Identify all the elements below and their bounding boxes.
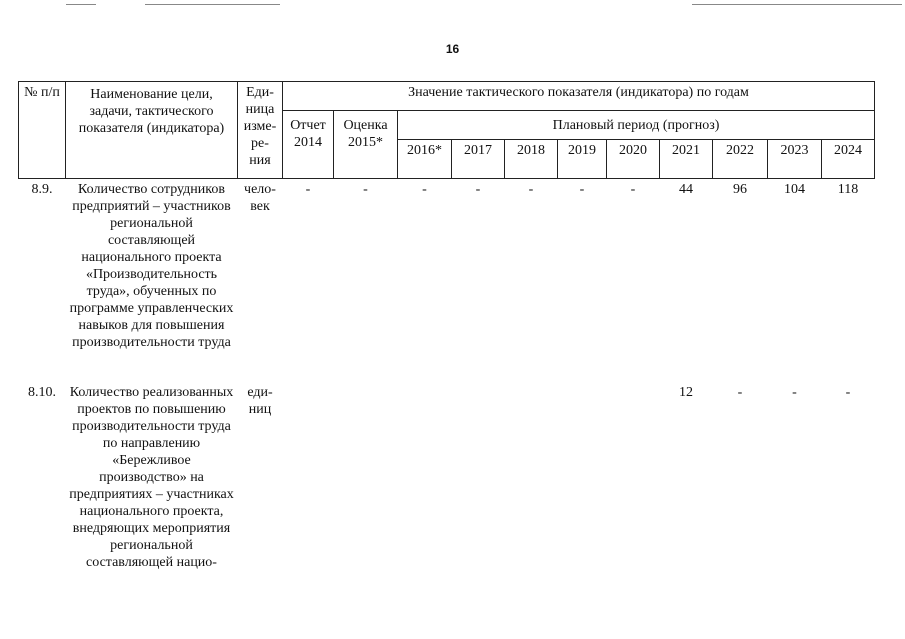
row-estimate: - [363,182,368,197]
row-number: 8.10. [28,385,56,400]
row-report [283,375,334,571]
row-unit-line: ниц [248,402,272,417]
header-row-1 [19,82,875,111]
row-value [398,375,452,571]
row-value: 104 [784,182,805,197]
header-year: 2018 [505,140,558,179]
indicator-table [18,81,875,571]
row-number: 8.9. [31,182,53,197]
table-row [19,179,875,376]
header-name: Наименование цели, задачи, тактического показателя (индикатора) [66,82,238,179]
header-unit-line: Еди- [246,85,274,100]
header-year: 2019 [558,140,607,179]
header-report: Отчет 2014 [283,111,334,179]
header-year: 2017 [452,140,505,179]
header-plan-group: Плановый период (прогноз) [398,111,875,140]
row-name: Количество сотрудников предприятий – участников региональной составляющей национального проекта «Производительность труда», обученных по программе управленческих навыков для повышения производительности труда [69,182,234,350]
row-estimate [334,375,398,571]
header-num: № п/п [19,82,66,179]
row-unit-line: век [250,199,270,214]
row-unit [238,179,283,376]
row-value [505,375,558,571]
row-unit-line: еди- [247,385,273,400]
row-value: 118 [837,182,859,197]
row-unit-line: чело- [244,182,276,197]
header-year: 2022 [713,140,768,179]
row-value: - [737,385,743,400]
table-row [19,375,875,571]
row-value: - [845,385,851,400]
row-name: Количество реализованных проектов по повышению производительности труда по направлению «Бережливое производство» на предприятиях – участниках национального проекта, внедряющих мероприятия региональной составляющей нацио- [69,385,234,570]
header-year: 2020 [607,140,660,179]
row-value [558,375,607,571]
top-scan-line-left [66,4,96,5]
row-value: - [528,182,534,197]
header-values-group: Значение тактического показателя (индикатора) по годам [283,82,875,111]
header-year: 2024 [822,140,875,179]
row-value: - [475,182,481,197]
header-unit-line: изме- [243,119,277,134]
header-year: 2016* [398,140,452,179]
row-value: - [422,182,427,197]
header-year: 2021 [660,140,713,179]
row-value [607,375,660,571]
row-value: 12 [679,385,693,400]
row-report: - [305,182,311,197]
row-value [452,375,505,571]
header-unit [238,82,283,179]
top-scan-line-right [692,4,902,5]
row-unit [238,375,283,571]
header-unit-line: ре- [251,136,269,151]
row-value: 44 [679,182,693,197]
page-number: 16 [445,42,460,56]
row-value: - [792,385,797,400]
top-scan-line-mid [145,4,280,5]
header-unit-line: ница [245,102,275,117]
row-value: - [630,182,636,197]
header-unit-line: ния [249,153,271,168]
row-value: - [579,182,585,197]
row-value: 96 [733,182,747,197]
header-estimate: Оценка 2015* [334,111,398,179]
header-year: 2023 [768,140,822,179]
